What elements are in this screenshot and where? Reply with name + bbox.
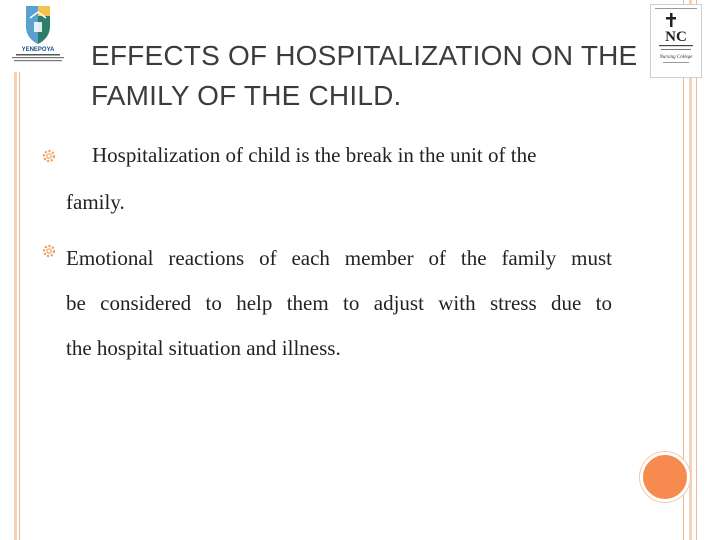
bullet-2-text-line: the hospital situation and illness. — [66, 336, 341, 360]
decorative-line — [19, 72, 20, 540]
bullet-1-text-line: Hospitalization of child is the break in the unit of the — [92, 143, 537, 167]
decorative-circle — [640, 452, 690, 502]
gear-bullet-icon — [42, 244, 56, 258]
university-logo — [4, 4, 72, 66]
decorative-line — [14, 72, 17, 540]
decorative-line — [696, 0, 697, 540]
svg-text:YENEPOYA: YENEPOYA — [21, 47, 55, 53]
bullet-2-text — [66, 236, 612, 371]
bullet-1-text-line: family. — [66, 190, 125, 214]
gear-bullet-icon — [42, 149, 56, 163]
bullet-2-text-line: Emotional reactions of each member of the family must — [66, 246, 612, 270]
bullet-2-text-line: be considered to help them to adjust with stress due to — [66, 291, 612, 315]
decorative-line — [689, 0, 692, 540]
college-logo — [650, 4, 702, 78]
slide-title: EFFECTS OF HOSPITALIZATION ON THE FAMILY OF THE CHILD. — [91, 40, 638, 111]
svg-text:Nursing College: Nursing College — [659, 55, 693, 60]
svg-text:NC: NC — [665, 29, 687, 45]
